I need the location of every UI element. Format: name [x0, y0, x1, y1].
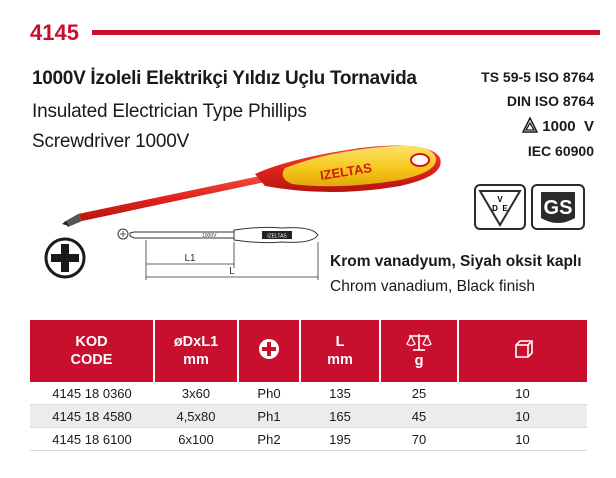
finish-english: Chrom vanadium, Black finish — [330, 278, 536, 295]
vde-letter-v: V — [497, 195, 503, 204]
header-package — [458, 320, 587, 382]
gs-letters: GS — [543, 197, 573, 219]
cell-dimension: 3x60 — [154, 382, 238, 405]
header-weight-unit: g — [414, 353, 424, 369]
phillips-tip-icon — [44, 237, 86, 279]
voltage-rating — [522, 117, 594, 135]
cell-length: 195 — [300, 428, 380, 451]
spec-table — [30, 320, 587, 451]
cell-dimension: 4,5x80 — [154, 405, 238, 428]
cell-weight: 70 — [380, 428, 458, 451]
table-row — [30, 382, 587, 405]
cell-code: 4145 18 4580 — [30, 405, 154, 428]
cell-length: 165 — [300, 405, 380, 428]
table-row — [30, 428, 587, 451]
cell-code: 4145 18 6100 — [30, 428, 154, 451]
header-length-line2: mm — [327, 352, 353, 368]
title-english-line1: Insulated Electrician Type Phillips — [32, 101, 307, 122]
finish-turkish: Krom vanadyum, Siyah oksit kaplı — [330, 253, 582, 270]
standard-ts: TS 59-5 ISO 8764 — [481, 69, 594, 85]
box-icon — [512, 339, 534, 359]
header-dimension — [154, 320, 238, 382]
header-weight — [380, 320, 458, 382]
vde-letter-e: E — [502, 204, 508, 213]
scale-icon — [406, 332, 432, 352]
cell-tip: Ph1 — [238, 405, 300, 428]
cell-weight: 45 — [380, 405, 458, 428]
cell-weight: 25 — [380, 382, 458, 405]
cell-package: 10 — [458, 382, 587, 405]
vde-letter-d: D — [492, 204, 498, 213]
standard-din: DIN ISO 8764 — [506, 93, 594, 109]
product-code-title: 4145 — [30, 20, 79, 45]
cell-package: 10 — [458, 428, 587, 451]
screwdriver-image — [60, 136, 450, 236]
drawing-brand-text: IZELTAS — [267, 233, 287, 240]
cell-package: 10 — [458, 405, 587, 428]
header-code — [30, 320, 154, 382]
dimension-l1-label: L1 — [184, 253, 196, 264]
cell-code: 4145 18 0360 — [30, 382, 154, 405]
title-english-line2: Screwdriver 1000V — [32, 131, 190, 152]
gs-logo — [531, 184, 585, 230]
dimension-l-label: L — [229, 266, 235, 277]
voltage-text: 1000 V — [542, 118, 594, 135]
table-row — [30, 405, 587, 428]
header-code-line1: KOD — [75, 334, 108, 350]
header-tip — [238, 320, 300, 382]
title-turkish: 1000V İzoleli Elektrikçi Yıldız Uçlu Tornavida — [32, 68, 417, 89]
standard-iec: IEC 60900 — [527, 143, 594, 159]
header-rule — [92, 30, 600, 35]
cell-dimension: 6x100 — [154, 428, 238, 451]
cell-tip: Ph0 — [238, 382, 300, 405]
double-triangle-icon — [522, 117, 538, 133]
blade-voltage-text: 1000V — [202, 233, 217, 239]
header-dimension-line1: øDxL1 — [173, 334, 219, 350]
header-code-line2: CODE — [70, 352, 113, 368]
cell-length: 135 — [300, 382, 380, 405]
header-length — [300, 320, 380, 382]
vde-logo — [474, 184, 526, 230]
header-length-line1: L — [335, 334, 345, 350]
cell-tip: Ph2 — [238, 428, 300, 451]
dimension-drawing — [112, 222, 324, 284]
table-header-row — [30, 320, 587, 382]
handle-brand-text: IZELTAS — [318, 160, 373, 184]
phillips-tip-icon — [258, 338, 280, 360]
header-dimension-line2: mm — [183, 352, 209, 368]
